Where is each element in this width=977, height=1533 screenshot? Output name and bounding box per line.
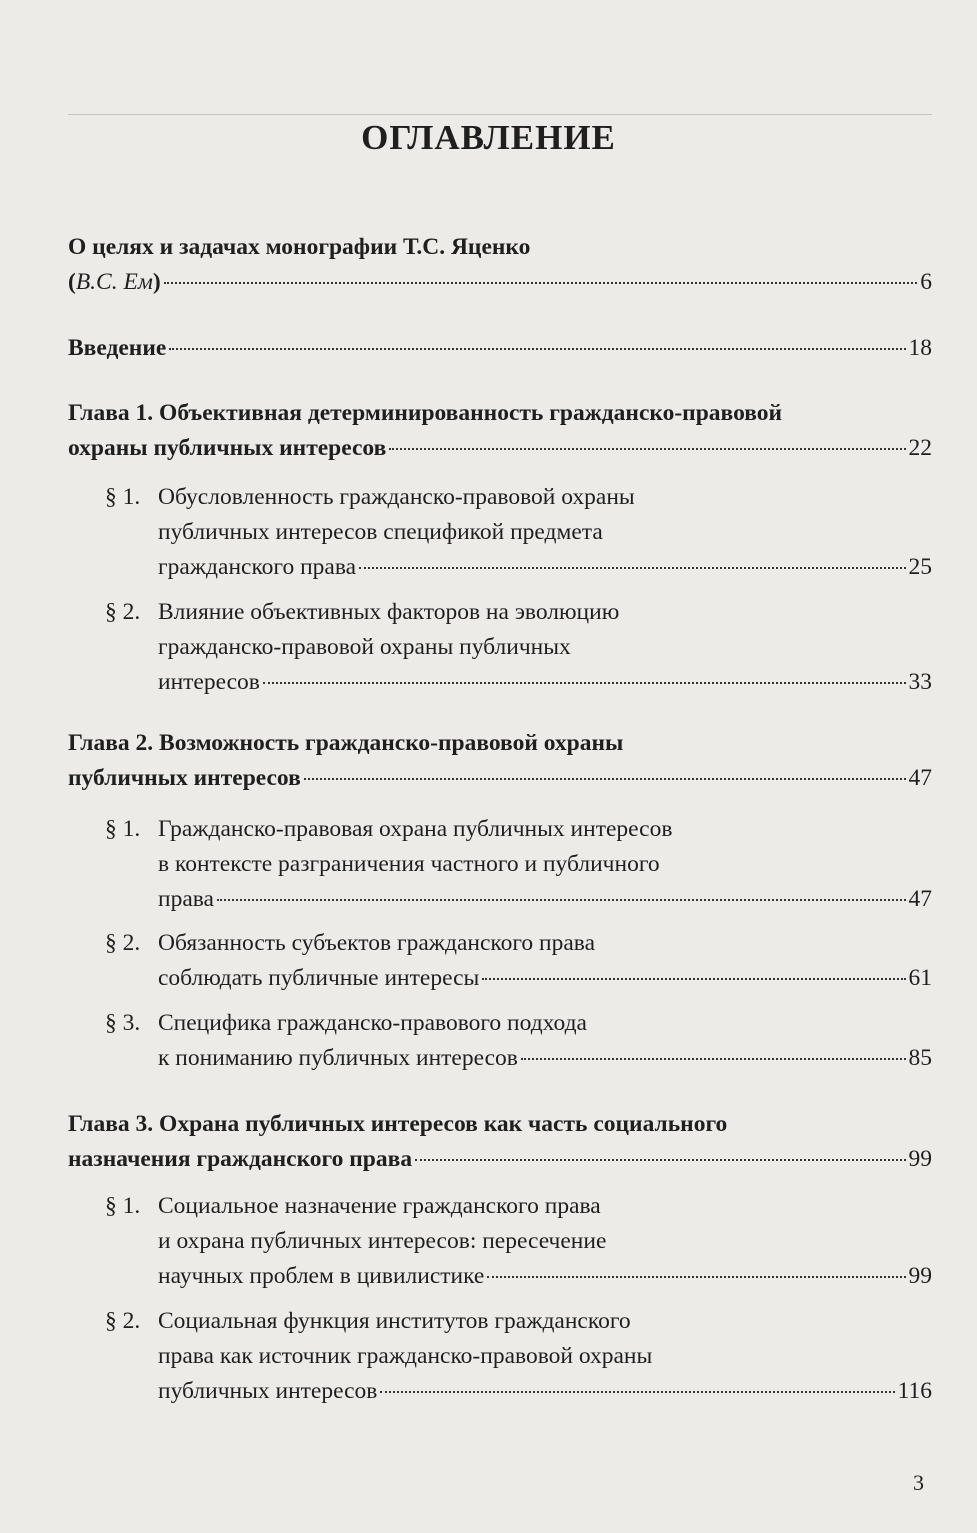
toc-entry-chapter-3[interactable] [68,1107,932,1177]
leader-dots [487,1276,905,1278]
entry-line: Обязанность субъектов гражданского права [158,930,596,956]
entry-page: 18 [908,335,932,361]
entry-page: 61 [908,965,932,991]
header-rule [68,114,932,115]
entry-line: к пониманию публичных интересов [158,1045,518,1071]
toc-entry-ch1-s2[interactable] [105,595,932,700]
toc-entry-ch2-s1[interactable] [105,812,932,917]
entry-line: гражданско-правовой охраны публичных [158,634,571,660]
entry-line: интересов [158,669,260,695]
entry-page: 85 [908,1045,932,1071]
entry-line: Обусловленность гражданско-правовой охраны [158,484,635,510]
entry-title-line2: охраны публичных интересов [68,435,387,461]
entry-page: 33 [908,669,932,695]
leader-dots [169,348,905,350]
entry-line: публичных интересов [158,1378,378,1404]
toc-entry-intro[interactable]: О целях и задачах монографии Т.С. Яценко (В.С. Ем) 6 [68,230,932,300]
section-number: § 2. [105,930,141,956]
entry-title-line2: публичных интересов [68,765,301,791]
entry-title-line1: Глава 1. Объективная детерминированность гражданско-правовой [68,400,783,426]
entry-line: соблюдать публичные интересы [158,965,480,991]
section-number: § 2. [105,1308,141,1334]
section-number: § 2. [105,599,141,625]
entry-page: 116 [897,1378,932,1404]
leader-dots [482,978,905,980]
entry-line: публичных интересов спецификой предмета [158,519,603,545]
leader-dots [389,448,905,450]
leader-dots [359,567,905,569]
toc-entry-ch3-s2[interactable] [105,1304,932,1409]
entry-line: Влияние объективных факторов на эволюцию [158,599,620,625]
entry-page: 99 [908,1263,932,1289]
entry-page: 6 [920,269,932,295]
entry-page: 22 [908,435,932,461]
page-number: 3 [913,1470,924,1495]
entry-line: Социальная функция институтов гражданского [158,1308,631,1334]
leader-dots [217,899,906,901]
toc-entry-introduction[interactable] [68,331,932,366]
entry-line: права [158,886,214,912]
entry-line: научных проблем в цивилистике [158,1263,485,1289]
entry-title: Введение [68,335,167,361]
entry-title-line1: Глава 3. Охрана публичных интересов как часть социального [68,1111,728,1137]
entry-page: 99 [908,1146,932,1172]
entry-title: О целях и задачах монографии Т.С. Яценко [68,234,531,260]
toc-entry-ch2-s2[interactable] [105,926,932,996]
entry-line: в контексте разграничения частного и публичного [158,851,660,877]
entry-line: Гражданско-правовая охрана публичных интересов [158,816,673,842]
leader-dots [164,282,918,284]
entry-page: 47 [908,886,932,912]
leader-dots [380,1391,894,1393]
entry-line: Социальное назначение гражданского права [158,1193,601,1219]
toc-entry-ch1-s1[interactable] [105,480,932,585]
leader-dots [304,778,906,780]
entry-line: и охрана публичных интересов: пересечение [158,1228,607,1254]
section-number: § 3. [105,1010,141,1036]
page-title: ОГЛАВЛЕНИЕ [361,118,616,157]
entry-line: права как источник гражданско-правовой охраны [158,1343,653,1369]
entry-line: гражданского права [158,554,357,580]
toc-entry-chapter-2[interactable] [68,726,932,796]
section-number: § 1. [105,816,141,842]
toc-entry-chapter-1[interactable] [68,396,932,466]
entry-title-line2: назначения гражданского права [68,1146,413,1172]
entry-author: В.С. Ем [75,269,153,295]
leader-dots [415,1159,905,1161]
section-number: § 1. [105,484,141,510]
entry-page: 25 [908,554,932,580]
entry-line: Специфика гражданско-правового подхода [158,1010,587,1036]
section-number: § 1. [105,1193,141,1219]
leader-dots [521,1058,906,1060]
toc-entry-ch3-s1[interactable] [105,1189,932,1294]
leader-dots [263,682,906,684]
entry-title-line1: Глава 2. Возможность гражданско-правовой охраны [68,730,624,756]
toc-entry-ch2-s3[interactable] [105,1006,932,1076]
entry-page: 47 [908,765,932,791]
